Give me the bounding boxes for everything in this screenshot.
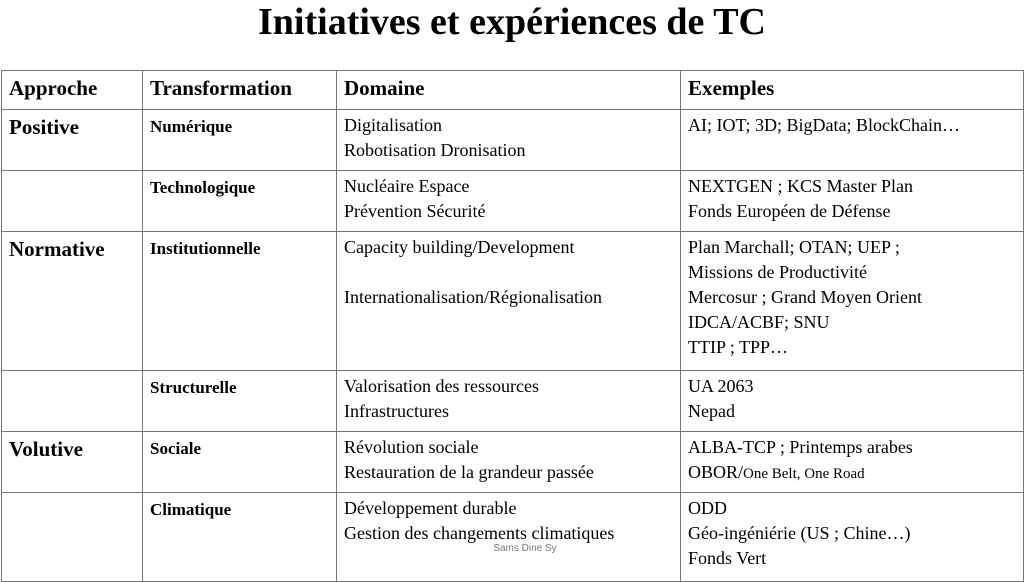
domaine-cell <box>337 432 681 493</box>
exemples-line: ALBA-TCP ; Printemps arabes <box>688 437 913 457</box>
transformation-cell: Institutionnelle <box>143 232 337 371</box>
exemples-line: ODD <box>688 498 727 518</box>
domaine-line: Prévention Sécurité <box>344 201 486 221</box>
approche-cell <box>2 493 143 582</box>
domaine-line: Robotisation Dronisation <box>344 140 526 160</box>
exemples-line: Plan Marchall; OTAN; UEP ; <box>688 237 900 257</box>
table-row <box>2 110 1024 171</box>
header-exemples: Exemples <box>681 71 1024 110</box>
domaine-line: Gestion des changements climatiques <box>344 523 615 543</box>
exemples-cell <box>681 493 1024 582</box>
initiatives-table <box>1 70 1024 582</box>
transformation-cell: Numérique <box>143 110 337 171</box>
approche-cell: Volutive <box>2 432 143 493</box>
approche-cell <box>2 371 143 432</box>
exemples-line: IDCA/ACBF; SNU <box>688 312 830 332</box>
transformation-cell: Technologique <box>143 171 337 232</box>
domaine-cell <box>337 493 681 582</box>
approche-cell: Normative <box>2 232 143 371</box>
exemples-cell <box>681 171 1024 232</box>
exemples-line: Nepad <box>688 401 735 421</box>
exemples-cell <box>681 232 1024 371</box>
header-transformation: Transformation <box>143 71 337 110</box>
approche-cell <box>2 171 143 232</box>
domaine-line: Infrastructures <box>344 401 449 421</box>
domaine-line: Développement durable <box>344 498 517 518</box>
domaine-cell <box>337 171 681 232</box>
exemples-line: Missions de Productivité <box>688 262 867 282</box>
table-row <box>2 432 1024 493</box>
exemples-line: Fonds Européen de Défense <box>688 201 891 221</box>
exemples-line: UA 2063 <box>688 376 754 396</box>
domaine-line: Valorisation des ressources <box>344 376 539 396</box>
exemples-cell <box>681 371 1024 432</box>
table-row <box>2 493 1024 582</box>
exemples-acronym-expansion: One Belt, One Road <box>743 466 865 482</box>
exemples-line: NEXTGEN ; KCS Master Plan <box>688 176 913 196</box>
table-row <box>2 232 1024 371</box>
page-title: Initiatives et expériences de TC <box>258 1 766 43</box>
author-credit: Sams Dine Sy <box>493 543 557 554</box>
domaine-cell <box>337 371 681 432</box>
header-domaine: Domaine <box>337 71 681 110</box>
table-header-row <box>2 71 1024 110</box>
exemples-cell <box>681 432 1024 493</box>
domaine-line: Nucléaire Espace <box>344 176 470 196</box>
exemples-line: TTIP ; TPP… <box>688 337 789 357</box>
exemples-line: Géo-ingéniérie (US ; Chine…) <box>688 523 911 543</box>
domaine-cell <box>337 232 681 371</box>
header-approche: Approche <box>2 71 143 110</box>
exemples-line: Fonds Vert <box>688 548 767 568</box>
transformation-cell: Climatique <box>143 493 337 582</box>
domaine-line: Capacity building/Development <box>344 237 575 257</box>
approche-cell: Positive <box>2 110 143 171</box>
exemples-line: Mercosur ; Grand Moyen Orient <box>688 287 922 307</box>
exemples-acronym: OBOR/ <box>688 462 744 482</box>
domaine-line: Révolution sociale <box>344 437 479 457</box>
domaine-line: Internationalisation/Régionalisation <box>344 287 602 307</box>
domaine-line: Digitalisation <box>344 115 442 135</box>
domaine-spacer <box>344 260 673 285</box>
transformation-cell: Sociale <box>143 432 337 493</box>
domaine-line: Restauration de la grandeur passée <box>344 462 594 482</box>
domaine-cell <box>337 110 681 171</box>
exemples-cell <box>681 110 1024 171</box>
table-row <box>2 171 1024 232</box>
table-row <box>2 371 1024 432</box>
transformation-cell: Structurelle <box>143 371 337 432</box>
exemples-line: AI; IOT; 3D; BigData; BlockChain… <box>688 115 960 135</box>
exemples-line <box>688 460 1016 487</box>
